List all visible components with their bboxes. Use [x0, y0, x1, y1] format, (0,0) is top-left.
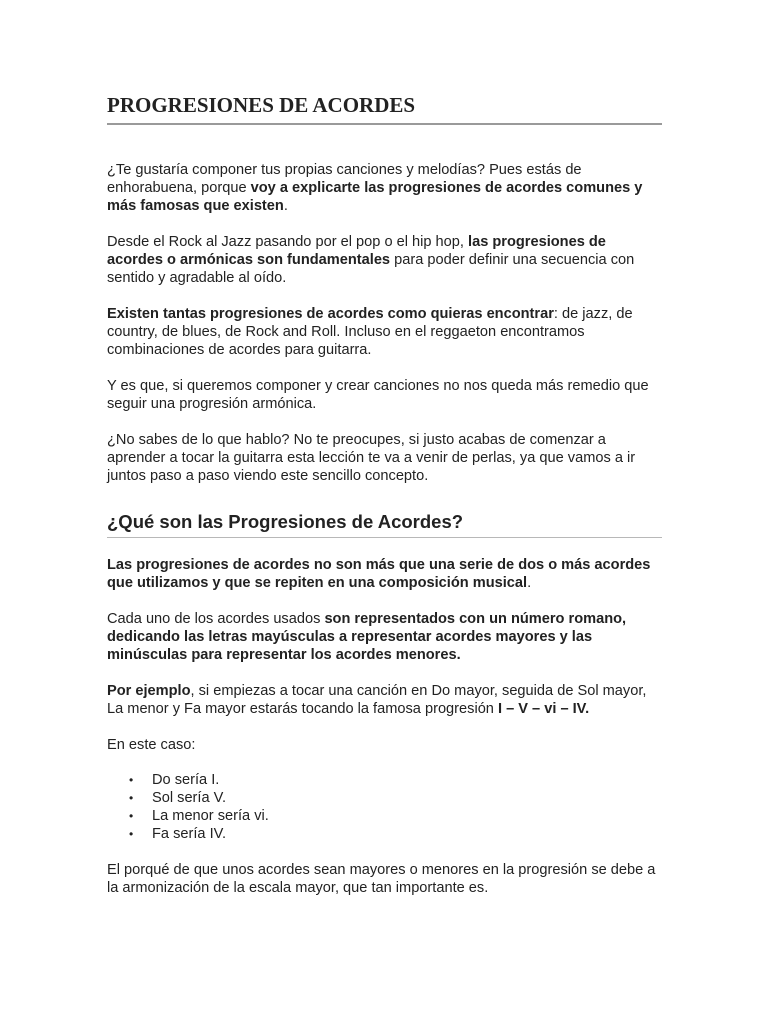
list-item-text: Sol sería V. [152, 790, 227, 806]
intro-paragraph-2-end: para poder definir una secuencia con sentido y agradable al oído. [107, 252, 635, 286]
section-heading: ¿Qué son las Progresiones de Acordes? [107, 511, 662, 538]
intro-paragraph-1 [107, 161, 662, 215]
intro-paragraph-3 [107, 305, 662, 359]
section-paragraph-1-bold: Las progresiones de acordes no son más que una serie de dos o más acordes que utilizamos y que se repiten en una composición musical [107, 557, 651, 591]
section-paragraph-3 [107, 682, 662, 718]
section-paragraph-1-end: . [527, 575, 532, 591]
intro-paragraph-2-bold: las progresiones de acordes o armónicas son fundamentales [107, 234, 606, 268]
list-item-text: La menor sería vi. [152, 808, 269, 824]
section-paragraph-3-bold-start: Por ejemplo [107, 683, 191, 699]
list-item [129, 771, 662, 789]
chord-list [107, 771, 662, 843]
document-title: PROGRESIONES DE ACORDES [107, 92, 662, 125]
section-paragraph-3-text: , si empiezas a tocar una canción en Do mayor, seguida de Sol mayor, La menor y Fa mayor estarás tocando la famosa progresión [107, 683, 647, 717]
bullet-icon: • [129, 791, 134, 805]
intro-paragraph-3-bold: Existen tantas progresiones de acordes como quieras encontrar [107, 306, 554, 322]
intro-paragraph-1-text: ¿Te gustaría componer tus propias canciones y melodías? Pues estás de enhorabuena, porque [107, 162, 582, 196]
section-paragraph-5: El porqué de que unos acordes sean mayores o menores en la progresión se debe a la armonización de la escala mayor, que tan importante es. [107, 862, 656, 896]
bullet-icon: • [129, 773, 134, 787]
bullet-icon: • [129, 809, 134, 823]
bullet-icon: • [129, 827, 134, 841]
section-paragraph-4: En este caso: [107, 737, 196, 753]
document-page [107, 92, 662, 897]
section-paragraph-2-bold: son representados con un número romano, dedicando las letras mayúsculas a representar acordes mayores y las minúsculas para representar los acordes menores. [107, 611, 627, 663]
intro-paragraph-4: Y es que, si queremos componer y crear canciones no nos queda más remedio que seguir una progresión armónica. [107, 378, 649, 412]
section-paragraph-1 [107, 556, 662, 592]
section-paragraph-3-progression: I – V – vi – IV. [497, 701, 590, 717]
intro-paragraph-3-text: : de jazz, de country, de blues, de Rock and Roll. Incluso en el reggaeton encontramos combinaciones de acordes para guitarra. [107, 306, 633, 358]
intro-paragraph-5: ¿No sabes de lo que hablo? No te preocupes, si justo acabas de comenzar a aprender a tocar la guitarra esta lección te va a venir de perlas, ya que vamos a ir juntos paso a paso viendo este sencillo concepto. [107, 432, 636, 484]
section-paragraph-2-text: Cada uno de los acordes usados [107, 611, 325, 627]
list-item-text: Fa sería IV. [152, 826, 227, 842]
section-paragraph-2 [107, 610, 662, 664]
list-item [129, 825, 662, 843]
intro-paragraph-2 [107, 233, 662, 287]
intro-paragraph-2-text: Desde el Rock al Jazz pasando por el pop o el hip hop, [107, 234, 469, 250]
list-item-text: Do sería I. [152, 772, 220, 788]
intro-paragraph-1-end: . [283, 198, 288, 214]
list-item [129, 789, 662, 807]
list-item [129, 807, 662, 825]
intro-paragraph-1-bold: voy a explicarte las progresiones de acordes comunes y más famosas que existen [107, 180, 643, 214]
